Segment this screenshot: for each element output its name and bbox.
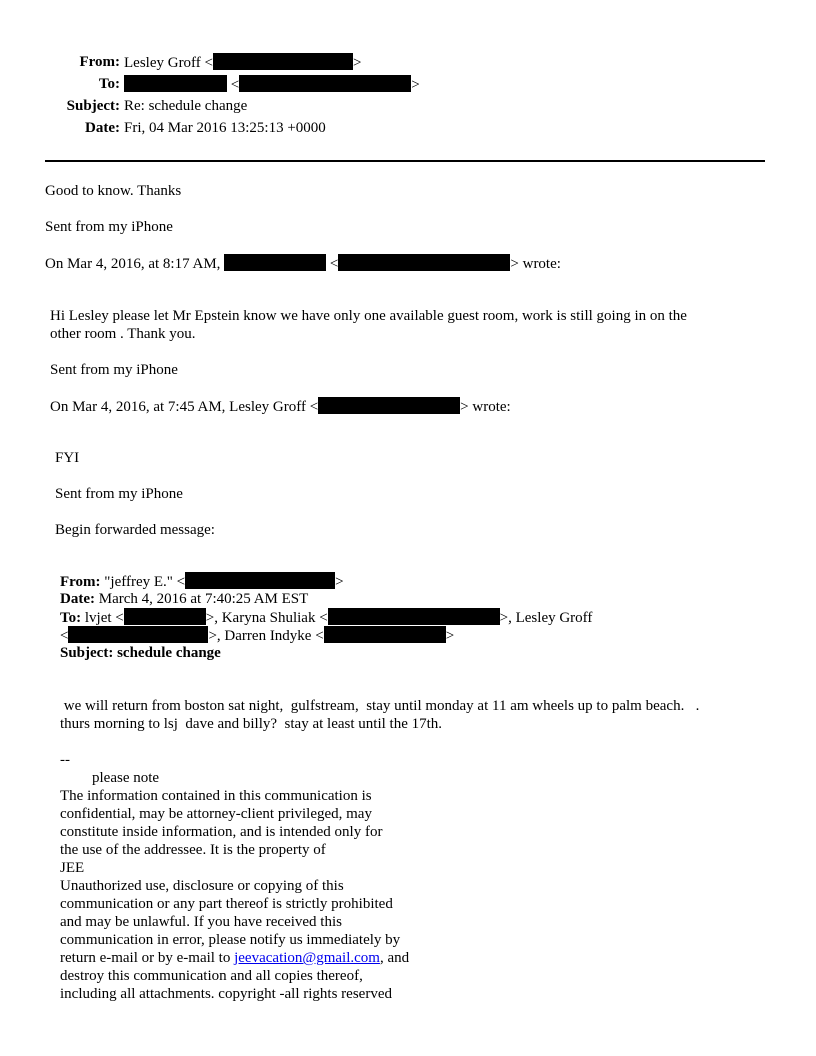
fwd-from: From: "jeffrey E." < > xyxy=(60,574,344,590)
fwd-body: we will return from boston sat night, gulfstream, stay until monday at 11 am wheels up to palm beach. . xyxy=(60,698,700,714)
note: please note xyxy=(92,770,160,786)
redaction xyxy=(239,75,411,92)
fwd-date: Date: March 4, 2016 at 7:40:25 AM EST xyxy=(60,591,309,607)
disclaimer-line: communication or any part thereof is strictly prohibited xyxy=(60,896,393,912)
disclaimer-line: communication in error, please notify us immediately by xyxy=(60,932,401,948)
signature: Sent from my iPhone xyxy=(50,362,178,378)
disclaimer-line: Unauthorized use, disclosure or copying of this xyxy=(60,878,344,894)
disclaimer-line: including all attachments. copyright -all rights reserved xyxy=(60,986,392,1002)
reply-text: Hi Lesley please let Mr Epstein know we have only one available guest room, work is still going in on the xyxy=(50,308,687,324)
disclaimer-line: and may be unlawful. If you have received this xyxy=(60,914,342,930)
quote-header: On Mar 4, 2016, at 7:45 AM, Lesley Groff < > wrote: xyxy=(50,399,511,415)
disclaimer-line: destroy this communication and all copies thereof, xyxy=(60,968,363,984)
redaction xyxy=(224,254,326,271)
fwd-subject: Subject: schedule change xyxy=(60,645,221,661)
redaction xyxy=(324,626,446,643)
redaction xyxy=(328,608,500,625)
divider xyxy=(45,160,765,162)
redaction xyxy=(213,53,353,70)
signature: Sent from my iPhone xyxy=(55,486,183,502)
redaction xyxy=(124,75,227,92)
header-subject: Subject: Re: schedule change xyxy=(66,98,248,114)
disclaimer-line: return e-mail or by e-mail to jeevacation@gmail.com, and xyxy=(60,950,410,966)
separator: -- xyxy=(60,752,70,768)
redaction xyxy=(68,626,208,643)
header-to: To: < > xyxy=(98,76,420,93)
redaction xyxy=(338,254,510,271)
reply-text: Good to know. Thanks xyxy=(45,183,182,199)
disclaimer-line: the use of the addressee. It is the property of xyxy=(60,842,326,858)
header-from: From: Lesley Groff < > xyxy=(79,54,362,71)
fwd-to-cont: < >, Darren Indyke < > xyxy=(60,628,455,644)
redaction xyxy=(185,572,335,589)
signature: Sent from my iPhone xyxy=(45,219,173,235)
redaction xyxy=(124,608,206,625)
redaction xyxy=(318,397,460,414)
fwd-body: thurs morning to lsj dave and billy? stay at least until the 17th. xyxy=(60,716,443,732)
disclaimer-line: constitute inside information, and is intended only for xyxy=(60,824,383,840)
disclaimer-line: JEE xyxy=(60,860,85,876)
reply-text: FYI xyxy=(55,450,80,466)
reply-text: other room . Thank you. xyxy=(50,326,196,342)
forward-intro: Begin forwarded message: xyxy=(55,522,215,538)
quote-header: On Mar 4, 2016, at 8:17 AM, < > wrote: xyxy=(45,256,561,272)
from-value: Lesley Groff xyxy=(124,55,201,71)
email-link[interactable]: jeevacation@gmail.com xyxy=(234,950,380,966)
disclaimer-line: The information contained in this communication is xyxy=(60,788,372,804)
disclaimer-line: confidential, may be attorney-client privileged, may xyxy=(60,806,372,822)
header-date: Date: Fri, 04 Mar 2016 13:25:13 +0000 xyxy=(85,120,326,136)
fwd-to: To: lvjet < >, Karyna Shuliak < >, Lesley Groff xyxy=(60,610,593,626)
